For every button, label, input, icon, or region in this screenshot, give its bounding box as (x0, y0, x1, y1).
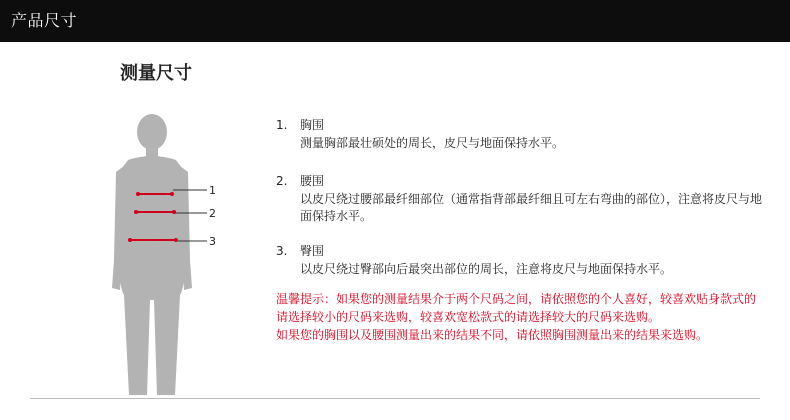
item-name: 胸围 (300, 118, 325, 132)
item-name: 腰围 (300, 174, 325, 188)
sizing-tip-line-3: 如果您的胸围以及腰围测量出来的结果不同，请依照胸围测量出来的结果来选购。 (276, 328, 709, 342)
sizing-tip-line-2: 请选择较小的尺码来选购，较喜欢宽松款式的请选择较大的尺码来选购。 (276, 310, 661, 324)
body-measurement-figure (110, 110, 230, 400)
item-description: 以皮尺绕过腰部最纤细部位（通常指背部最纤细且可左右弯曲的部位），注意将皮尺与地面保持水平。 (300, 192, 763, 223)
item-number: 1. (276, 118, 288, 132)
sizing-tip-line-1: 温馨提示：如果您的测量结果介于两个尺码之间，请依照您的个人喜好，较喜欢贴身款式的 (276, 292, 757, 306)
figure-label-1: 1 (209, 184, 216, 197)
item-description: 测量胸部最壮硕处的周长，皮尺与地面保持水平。 (300, 136, 565, 150)
header-title: 产品尺寸 (11, 11, 78, 30)
item-number: 3. (276, 244, 288, 258)
sizing-tip (276, 290, 776, 344)
body-silhouette-icon (110, 110, 230, 400)
page-header (0, 0, 790, 42)
item-number: 2. (276, 174, 288, 188)
item-name: 臀围 (300, 244, 325, 258)
figure-label-2: 2 (209, 207, 216, 220)
item-description: 以皮尺绕过臀部向后最突出部位的周长，注意将皮尺与地面保持水平。 (300, 262, 673, 276)
figure-label-3: 3 (209, 235, 216, 248)
bottom-divider (30, 398, 760, 399)
section-title: 测量尺寸 (120, 63, 192, 84)
